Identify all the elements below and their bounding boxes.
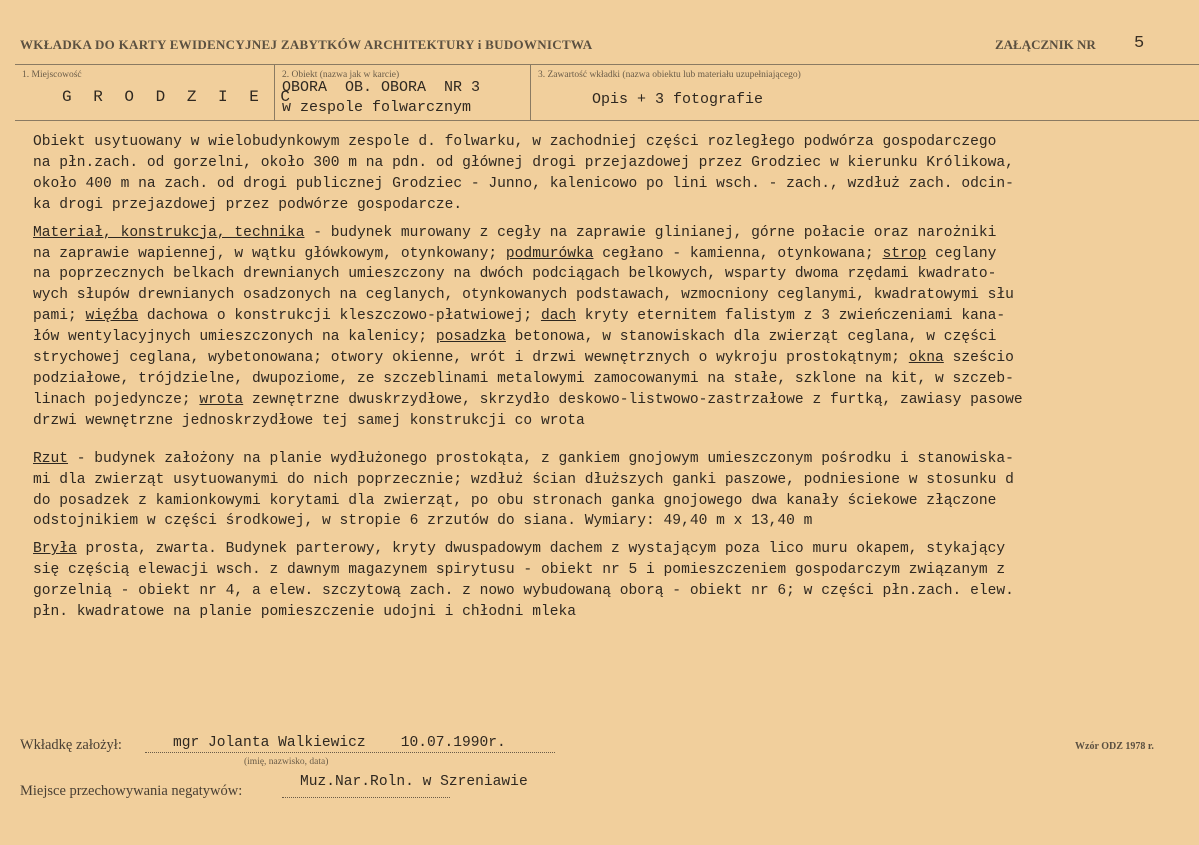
massing-paragraph <box>33 539 1193 623</box>
construction-text-g: sześcio podziałowe, trójdzielne, dwupoziome, ze szczeblinami metalowymi zamocowanymi na stałe, szklone na kit, w szczeb- linach pojedyncze; <box>33 350 1014 408</box>
form-code: Wzór ODZ 1978 r. <box>1075 741 1154 752</box>
author-note: (imię, nazwisko, data) <box>244 757 329 767</box>
author-value: mgr Jolanta Walkiewicz 10.07.1990r. <box>173 735 506 751</box>
author-dotted-line <box>145 752 555 753</box>
plan-paragraph <box>33 449 1193 533</box>
construction-heading: Materiał, konstrukcja, technika <box>33 224 305 241</box>
plan-heading: Rzut <box>33 450 69 467</box>
construction-text-b: cegłano - kamienna, otynkowana; <box>593 245 883 262</box>
storage-dotted-line <box>282 797 450 798</box>
keyword-posadzka: posadzka <box>435 329 506 346</box>
construction-paragraph <box>33 223 1193 432</box>
form-title: WKŁADKA DO KARTY EWIDENCYJNEJ ZABYTKÓW ARCHITEKTURY i BUDOWNICTWA <box>20 37 593 52</box>
annex-label: ZAŁĄCZNIK NR <box>995 37 1096 52</box>
plan-text: - budynek założony na planie wydłużonego prostokąta, z gankiem gnojowym umieszczonym pośrodku i stanowiska- mi dla zwierząt usytuowanymi do nich poprzecznie; wzdłuż ścian dłuższych ganki paszowe, podniesione w stosunku d do posadzek z kamionkowymi korytami dla zwierząt, po obu stronach ganka gnojowego dwa kanały ściekowe złączone odstojnikiem w części środkowej, w stropie 6 zrzutów do siana. Wymiary: 49,40 m x 13,40 m <box>33 450 1014 530</box>
fields-bottom-rule <box>15 120 1199 121</box>
content-label: 3. Zawartość wkładki (nazwa obiektu lub materiału uzupełniającego) <box>538 70 801 80</box>
place-value: G R O D Z I E C <box>62 88 297 106</box>
description-body <box>33 132 1193 623</box>
author-label: Wkładkę założył: <box>20 737 122 753</box>
construction-text-e: kryty eternitem falistym z 3 zwieńczeniami kana- łów wentylacyjnych umieszczonych na kalenicy; <box>33 308 1006 346</box>
field-divider-2 <box>530 64 531 120</box>
keyword-dach: dach <box>540 308 576 325</box>
massing-heading: Bryła <box>33 541 77 558</box>
construction-text-d: dachowa o konstrukcji kleszczowo-płatwiowej; <box>138 308 541 325</box>
location-paragraph: Obiekt usytuowany w wielobudynkowym zespole d. folwarku, w zachodniej części rozległego podwórza gospodarczego na płn.zach. od gorzelni, około 300 m na pdn. od głównej drogi przejazdowej przez Grodziec w kierunku Królikowa, około 400 m na zach. od drogi publicznej Grodziec - Junno, kalenicowo po lini wsch. - zach., wzdłuż zach. odcin- ka drogi przejazdowej przez podwórze gospodarcze. <box>33 134 1014 213</box>
annex-number: 5 <box>1134 34 1145 53</box>
content-value: Opis + 3 fotografie <box>592 91 764 108</box>
construction-text-c: ceglany na poprzecznych belkach drewnianych umieszczony na dwóch podciągach belkowych, wsparty dwoma rzędami kwadrato- wych słupów drewnianych osadzonych na ceglanych, otynkowanych podstawach, wzmocniony ceglanymi, kwadratowymi słu pami; <box>33 245 1014 325</box>
storage-value: Muz.Nar.Roln. w Szreniawie <box>300 774 528 790</box>
keyword-wiezba: więźba <box>85 308 139 325</box>
header-rule <box>15 64 1199 65</box>
object-value-line2: w zespole folwarcznym <box>282 99 472 116</box>
keyword-podmurowka: podmurówka <box>505 245 594 262</box>
construction-text-h: zewnętrzne dwuskrzydłowe, skrzydło deskowo-listwowo-zastrzałowe z furtką, zawiasy pasowe drzwi wewnętrzne jednoskrzydłowe tej samej konstrukcji co wrota <box>33 391 1023 429</box>
object-label: 2. Obiekt (nazwa jak w karcie) <box>282 70 400 80</box>
keyword-okna: okna <box>908 350 944 367</box>
keyword-wrota: wrota <box>199 391 244 408</box>
massing-text: prosta, zwarta. Budynek parterowy, kryty dwuspadowym dachem z wystającym poza lico muru okapem, stykający się częścią elewacji wsch. z dawnym magazynem spirytusu - obiekt nr 5 i pomieszczeniem gospodarczym związanym z gorzelnią - obiekt nr 4, a elew. szczytową zach. z nowo wybudowaną oborą - obiekt nr 6; w części płn.zach. elew. płn. kwadratowe na planie pomieszczenie udojni i chłodni mleka <box>33 541 1014 621</box>
storage-label: Miejsce przechowywania negatywów: <box>20 783 243 799</box>
construction-text-a: - budynek murowany z cegły na zaprawie glinianej, górne połacie oraz narożniki na zaprawie wapiennej, w wątku główkowym, otynkowany; <box>33 224 997 262</box>
keyword-strop: strop <box>882 245 927 262</box>
construction-text-f: betonowa, w stanowiskach dla zwierząt ceglana, w części strychowej ceglana, wybetonowana; otwory okienne, wrót i drzwi wewnętrznych o wykroju prostokątnym; <box>33 329 997 367</box>
place-label: 1. Miejscowość <box>22 70 82 80</box>
object-value-line1: OBORA OB. OBORA NR 3 <box>282 79 481 96</box>
